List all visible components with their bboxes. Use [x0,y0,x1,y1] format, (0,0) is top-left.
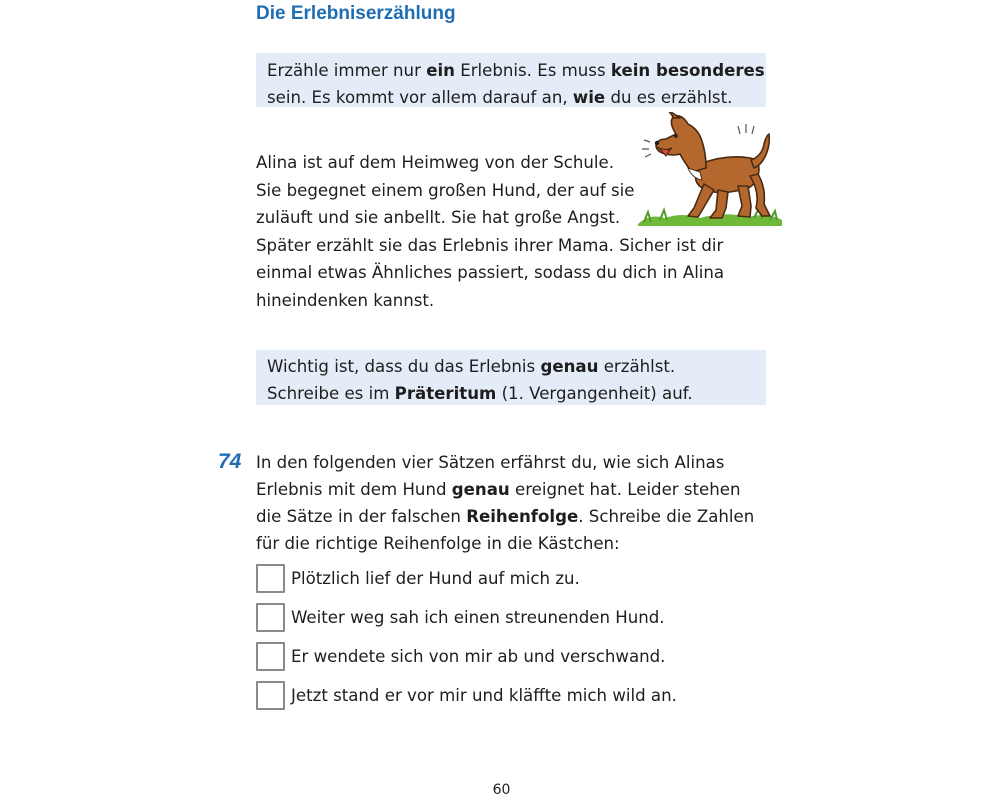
option-text: Er wendete sich von mir ab und verschwand. [291,646,666,666]
text-segment: erzählst. [598,357,676,376]
text-segment: . Schreibe die Zahlen [578,507,755,526]
info-box-line [267,57,765,84]
text-segment: ereignet hat. Leider stehen [509,480,741,499]
ordering-option [256,562,580,594]
task-number: 74 [218,450,242,473]
info-box-line [267,380,758,407]
order-number-box[interactable] [256,564,285,593]
bold-text: Reihenfolge [466,507,579,526]
page-title: Die Erlebniserzählung [256,3,456,24]
ordering-option [256,640,665,672]
task-line [256,530,754,557]
task-line [256,449,754,476]
story-line: Später erzählt sie das Erlebnis ihrer Mama. Sicher ist dir [256,235,724,255]
story-line: hineindenken kannst. [256,290,435,310]
text-segment: Erzähle immer nur [267,61,427,80]
text-segment: In den folgenden vier Sätzen erfährst du, wie sich Alinas [256,453,725,472]
text-segment: Schreibe es im [267,384,395,403]
text-segment: du es erzählst. [605,88,733,107]
info-box-line [267,84,758,111]
text-segment: Erlebnis. Es muss [454,61,611,80]
story-line: einmal etwas Ähnliches passiert, sodass du dich in Alina [256,263,725,282]
bold-text: genau [540,357,599,376]
info-box-tense-rule [256,350,766,405]
text-segment: für die richtige Reihenfolge in die Kästchen: [256,534,620,553]
story-line: Sie begegnet einem großen Hund, der auf sie [256,180,635,200]
text-segment: sein. Es kommt vor allem darauf an, [267,88,573,107]
order-number-box[interactable] [256,603,285,632]
story-line: zuläuft und sie anbellt. Sie hat große Angst. [256,208,621,227]
task-instructions [256,449,754,557]
text-segment: Wichtig ist, dass du das Erlebnis [267,357,541,376]
bold-text: wie [572,88,606,107]
task-line [256,476,754,503]
story-line: Alina ist auf dem Heimweg von der Schule. [256,153,614,172]
text-segment: die Sätze in der falschen [256,507,467,526]
bold-text: genau [451,480,510,499]
option-text: Plötzlich lief der Hund auf mich zu. [291,568,580,588]
task-line [256,503,754,530]
bold-text: ein [426,61,455,80]
ordering-option [256,601,665,633]
order-number-box[interactable] [256,642,285,671]
text-segment: (1. Vergangenheit) auf. [496,384,693,403]
option-text: Weiter weg sah ich einen streunenden Hund. [291,607,665,627]
ordering-option [256,679,677,711]
info-box-line [267,353,758,380]
info-box-story-rule [256,53,766,107]
bold-text: kein besonderes [610,61,765,80]
barking-dog-illustration [630,112,785,230]
text-segment: Erlebnis mit dem Hund [256,480,452,499]
page-number: 60 [492,782,511,798]
order-number-box[interactable] [256,681,285,710]
bold-text: Präteritum [394,384,497,403]
option-text: Jetzt stand er vor mir und kläffte mich wild an. [291,685,677,705]
